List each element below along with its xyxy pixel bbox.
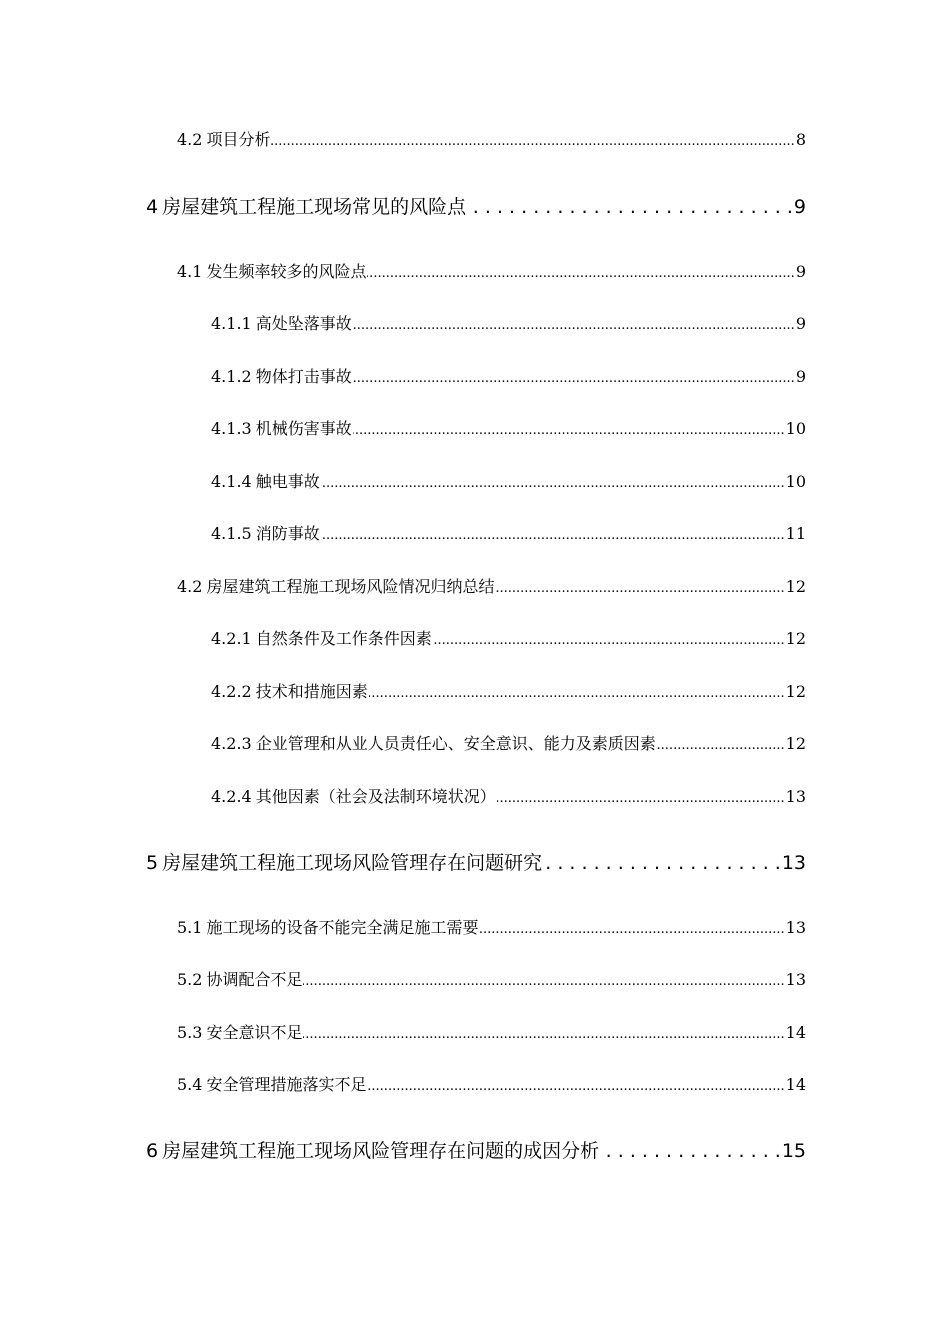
- toc-leader-dots: [321, 476, 785, 491]
- toc-chapter-title: 房屋建筑工程施工现场风险管理存在问题的成因分析: [162, 1140, 600, 1162]
- toc-leader-dots: [479, 922, 784, 937]
- toc-entry-4-2-1[interactable]: [211, 626, 806, 649]
- toc-chapter-page: 13: [781, 852, 806, 874]
- toc-entry-page: 10: [785, 419, 806, 438]
- toc-entry-title: 项目分析: [206, 130, 271, 149]
- toc-chapter-page: 15: [781, 1140, 806, 1162]
- toc-leader-dots: [433, 633, 785, 648]
- toc-chapter-5[interactable]: [146, 848, 806, 875]
- toc-entry-number: 5.2: [177, 970, 203, 989]
- toc-chapter-page: 9: [793, 196, 806, 218]
- toc-leader-dots: [353, 423, 785, 438]
- toc-entry-4-2-2[interactable]: [211, 679, 806, 702]
- toc-chapter-title: 房屋建筑工程施工现场风险管理存在问题研究: [162, 852, 543, 874]
- toc-entry-4-2-3[interactable]: [211, 731, 806, 754]
- toc-entry-title: 消防事故: [255, 524, 320, 543]
- toc-leader-dots: [543, 852, 781, 874]
- toc-entry-page: 13: [785, 787, 806, 806]
- toc-entry-number: 5.3: [177, 1023, 203, 1042]
- toc-entry-page: 9: [795, 314, 806, 333]
- toc-entry-number: 5.1: [177, 918, 203, 937]
- toc-entry-number: 4.2.2: [211, 682, 252, 701]
- toc-entry-4-1[interactable]: [177, 259, 806, 282]
- toc-entry-title: 自然条件及工作条件因素: [255, 629, 432, 648]
- toc-leader-dots: [657, 738, 785, 753]
- toc-entry-title: 机械伤害事故: [255, 419, 352, 438]
- toc-entry-5-3[interactable]: [177, 1020, 806, 1043]
- toc-entry-page: 13: [785, 970, 806, 989]
- toc-entry-4-1-3[interactable]: [211, 416, 806, 439]
- toc-entry-5-1[interactable]: [177, 915, 806, 938]
- toc-leader-dots: [353, 371, 795, 386]
- toc-entry-title: 企业管理和从业人员责任心、安全意识、能力及素质因素: [255, 734, 656, 753]
- toc-entry-page: 12: [785, 682, 806, 701]
- toc-leader-dots: [467, 196, 793, 218]
- toc-entry-title: 技术和措施因素: [255, 682, 368, 701]
- toc-entry-title: 施工现场的设备不能完全满足施工需要: [206, 918, 479, 937]
- toc-entry-page: 14: [785, 1075, 806, 1094]
- toc-entry-4-1-2[interactable]: [211, 364, 806, 387]
- toc-entry-5-2[interactable]: [177, 967, 806, 990]
- toc-leader-dots: [303, 1027, 784, 1042]
- toc-entry-number: 5.4: [177, 1075, 203, 1094]
- toc-leader-dots: [303, 974, 784, 989]
- toc-entry-title: 协调配合不足: [206, 970, 303, 989]
- toc-entry-page: 12: [785, 629, 806, 648]
- toc-leader-dots: [367, 1079, 784, 1094]
- toc-entry-4-2-4[interactable]: [211, 784, 806, 807]
- toc-entry-title: 物体打击事故: [255, 367, 352, 386]
- toc-entry-title: 房屋建筑工程施工现场风险情况归纳总结: [206, 577, 495, 596]
- toc-leader-dots: [497, 791, 785, 806]
- toc-chapter-4[interactable]: [146, 192, 806, 219]
- toc-entry-page: 10: [785, 472, 806, 491]
- toc-chapter-number: 6: [146, 1140, 159, 1162]
- toc-leader-dots: [271, 134, 794, 149]
- toc-entry-page: 8: [795, 130, 806, 149]
- toc-entry-title: 其他因素（社会及法制环境状况）: [255, 787, 496, 806]
- toc-entry-4-1-5[interactable]: [211, 521, 806, 544]
- toc-entry-title: 安全意识不足: [206, 1023, 303, 1042]
- toc-entry-page: 13: [785, 918, 806, 937]
- toc-entry-page: 9: [795, 262, 806, 281]
- toc-leader-dots: [321, 528, 785, 543]
- toc-entry-title: 高处坠落事故: [255, 314, 352, 333]
- toc-entry-number: 4.2.3: [211, 734, 252, 753]
- toc-entry-4-1-4[interactable]: [211, 469, 806, 492]
- toc-entry-title: 发生频率较多的风险点: [206, 262, 367, 281]
- toc-chapter-6[interactable]: [146, 1136, 806, 1163]
- toc-entry-number: 4.1.4: [211, 472, 252, 491]
- toc-leader-dots: [495, 581, 784, 596]
- toc-entry-number: 4.1.5: [211, 524, 252, 543]
- toc-entry-number: 4.2.1: [211, 629, 252, 648]
- toc-entry-4-1-1[interactable]: [211, 311, 806, 334]
- toc-leader-dots: [600, 1140, 781, 1162]
- toc-entry-page: 12: [785, 734, 806, 753]
- toc-chapter-number: 5: [146, 852, 159, 874]
- toc-leader-dots: [367, 266, 794, 281]
- toc-entry-page: 14: [785, 1023, 806, 1042]
- toc-chapter-title: 房屋建筑工程施工现场常见的风险点: [162, 196, 467, 218]
- toc-entry-number: 4.1: [177, 262, 203, 281]
- toc-entry-number: 4.1.3: [211, 419, 252, 438]
- toc-entry-5-4[interactable]: [177, 1072, 806, 1095]
- toc-entry-title: 触电事故: [255, 472, 320, 491]
- toc-leader-dots: [369, 686, 785, 701]
- toc-entry-number: 4.1.1: [211, 314, 252, 333]
- toc-entry-page: 9: [795, 367, 806, 386]
- toc-entry-4-2-project-analysis[interactable]: [177, 127, 806, 150]
- toc-entry-number: 4.2: [177, 577, 203, 596]
- toc-entry-4-2[interactable]: [177, 574, 806, 597]
- toc-entry-title: 安全管理措施落实不足: [206, 1075, 367, 1094]
- toc-leader-dots: [353, 318, 795, 333]
- toc-chapter-number: 4: [146, 196, 159, 218]
- toc-entry-number: 4.1.2: [211, 367, 252, 386]
- toc-entry-page: 11: [785, 524, 806, 543]
- toc-entry-page: 12: [785, 577, 806, 596]
- toc-entry-number: 4.2.4: [211, 787, 252, 806]
- toc-entry-number: 4.2: [177, 130, 203, 149]
